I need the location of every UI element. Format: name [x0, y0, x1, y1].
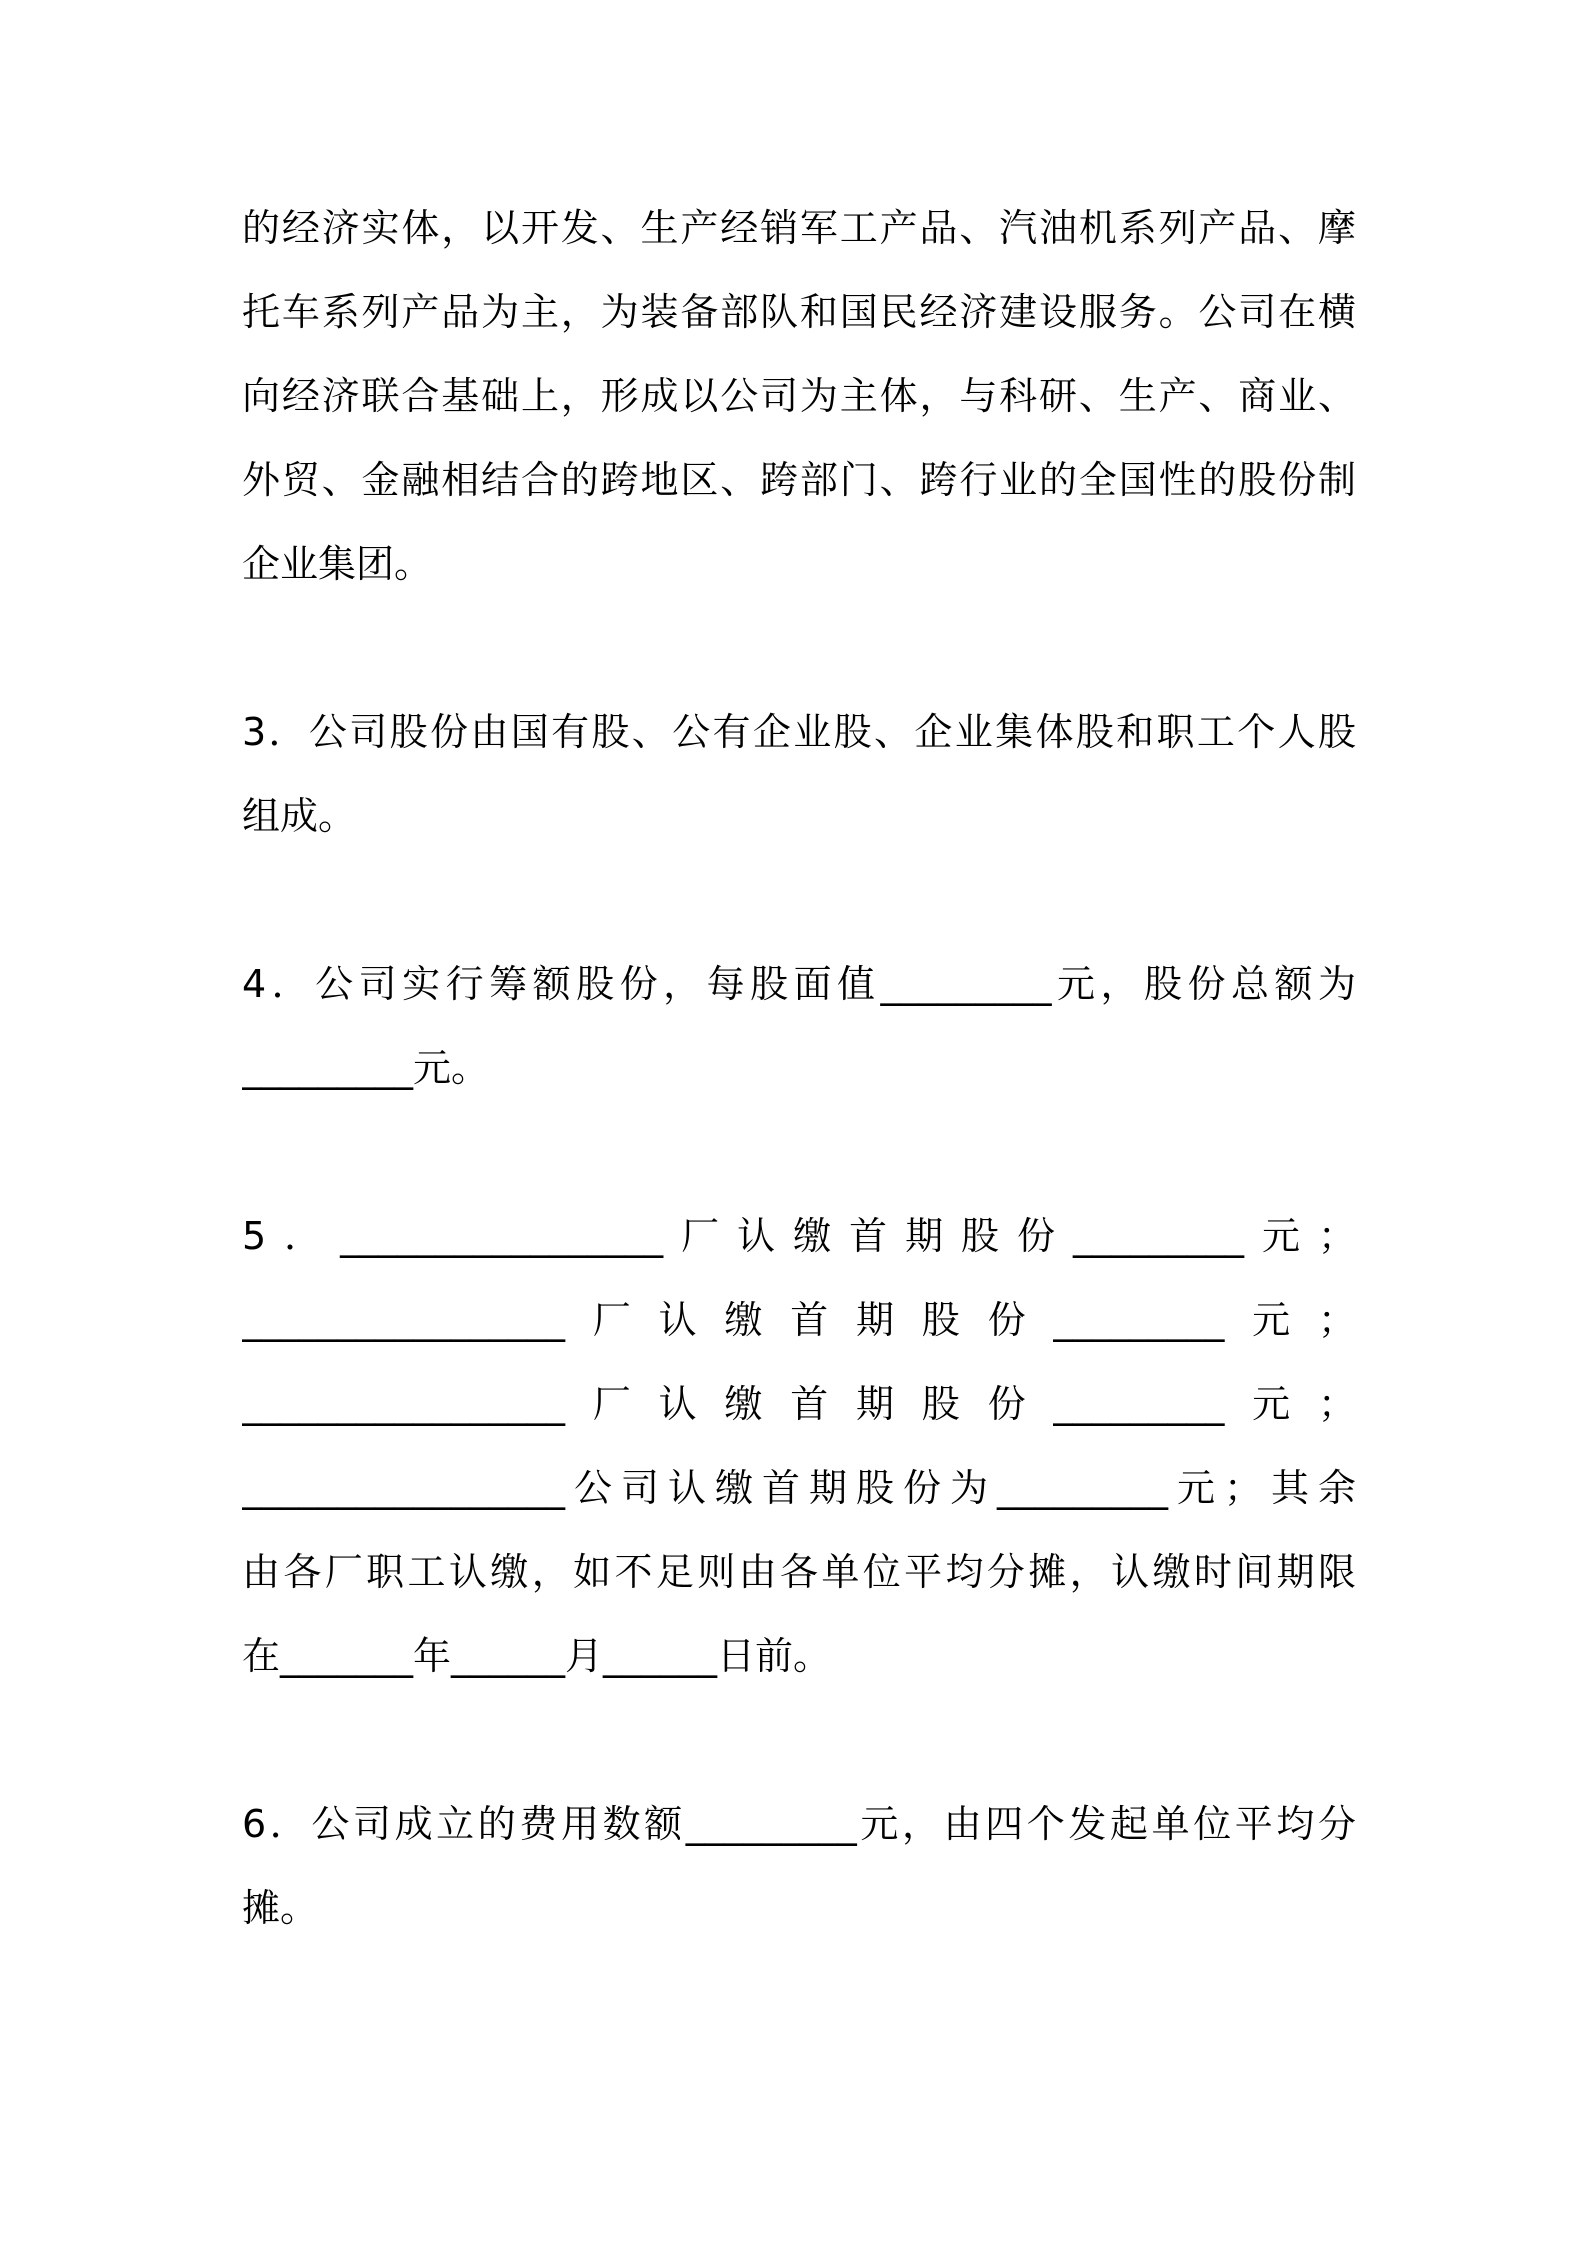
paragraph-continued [242, 186, 1356, 606]
text-line: 向经济联合基础上，形成以公司为主体，与科研、生产、商业、 [242, 374, 1356, 418]
paragraph-clause-4 [242, 942, 1356, 1110]
text-line: 托车系列产品为主，为装备部队和国民经济建设服务。公司在横 [242, 290, 1356, 334]
text-line: 外贸、金融相结合的跨地区、跨部门、跨行业的全国性的股份制 [242, 458, 1356, 502]
text-line: 4．公司实行筹额股份，每股面值_________元，股份总额为 [242, 962, 1356, 1006]
text-line: 企业集团。 [242, 542, 433, 586]
text-line: 5．_________________厂认缴首期股份_________元； [242, 1214, 1356, 1258]
text-line: _________元。 [242, 1046, 490, 1090]
paragraph-clause-5 [242, 1194, 1356, 1698]
text-line: 的经济实体，以开发、生产经销军工产品、汽油机系列产品、摩 [242, 206, 1356, 250]
text-line: 在_______年______月______日前。 [242, 1634, 832, 1678]
text-line: _________________厂认缴首期股份_________元； [242, 1382, 1356, 1426]
text-line: _________________公司认缴首期股份为_________元；其余 [242, 1466, 1356, 1510]
text-line: 组成。 [242, 794, 357, 838]
text-line: 由各厂职工认缴，如不足则由各单位平均分摊，认缴时间期限 [242, 1550, 1356, 1594]
text-line: 6．公司成立的费用数额_________元，由四个发起单位平均分 [242, 1802, 1356, 1846]
paragraph-clause-3 [242, 690, 1356, 858]
text-line: 3．公司股份由国有股、公有企业股、企业集体股和职工个人股 [242, 710, 1356, 754]
document-body [242, 186, 1356, 2034]
text-line: 摊。 [242, 1886, 319, 1930]
text-line: _________________厂认缴首期股份_________元； [242, 1298, 1356, 1342]
paragraph-clause-6 [242, 1782, 1356, 1950]
